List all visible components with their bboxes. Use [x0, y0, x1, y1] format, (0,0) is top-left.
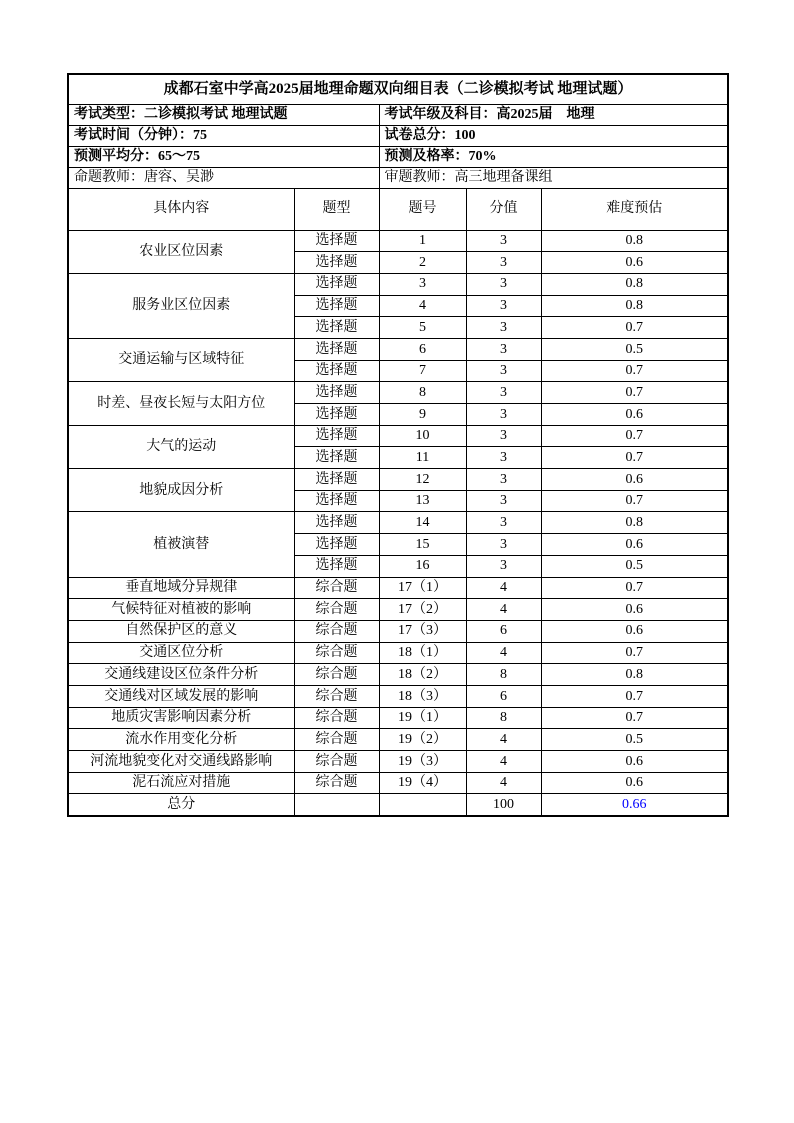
total-difficulty-cell: 0.66 [541, 794, 728, 816]
question-type-cell: 选择题 [294, 338, 379, 360]
question-type-cell: 选择题 [294, 404, 379, 426]
question-type-cell: 选择题 [294, 295, 379, 317]
score-cell: 3 [466, 317, 541, 339]
table-row [68, 425, 728, 447]
question-type-cell: 选择题 [294, 252, 379, 274]
score-cell: 3 [466, 230, 541, 252]
question-type-cell: 综合题 [294, 729, 379, 751]
score-cell: 3 [466, 534, 541, 556]
difficulty-cell: 0.5 [541, 729, 728, 751]
question-type-cell: 选择题 [294, 230, 379, 252]
table-row [68, 685, 728, 707]
predicted-pass-rate-cell: 预测及格率：70% [379, 146, 728, 167]
table-row [68, 382, 728, 404]
difficulty-cell: 0.5 [541, 555, 728, 577]
table-row [68, 273, 728, 295]
table-total-section [68, 794, 728, 816]
score-cell: 4 [466, 772, 541, 794]
question-type-cell: 综合题 [294, 685, 379, 707]
question-type-cell: 综合题 [294, 577, 379, 599]
score-cell: 3 [466, 360, 541, 382]
content-cell: 交通区位分析 [68, 642, 294, 664]
question-type-cell: 选择题 [294, 534, 379, 556]
table-row [68, 230, 728, 252]
content-cell: 地质灾害影响因素分析 [68, 707, 294, 729]
difficulty-cell: 0.7 [541, 425, 728, 447]
question-number-cell: 14 [379, 512, 466, 534]
question-number-cell: 4 [379, 295, 466, 317]
score-cell: 3 [466, 490, 541, 512]
score-cell: 4 [466, 577, 541, 599]
question-type-cell: 综合题 [294, 620, 379, 642]
total-score-cell: 100 [466, 794, 541, 816]
total-type-cell [294, 794, 379, 816]
question-number-cell: 8 [379, 382, 466, 404]
difficulty-cell: 0.6 [541, 772, 728, 794]
content-cell: 泥石流应对措施 [68, 772, 294, 794]
question-number-cell: 19（2） [379, 729, 466, 751]
score-cell: 3 [466, 273, 541, 295]
difficulty-cell: 0.8 [541, 273, 728, 295]
question-number-cell: 9 [379, 404, 466, 426]
question-number-cell: 15 [379, 534, 466, 556]
score-cell: 3 [466, 338, 541, 360]
score-cell: 3 [466, 512, 541, 534]
difficulty-cell: 0.7 [541, 447, 728, 469]
difficulty-cell: 0.8 [541, 512, 728, 534]
table-row [68, 772, 728, 794]
content-cell: 河流地貌变化对交通线路影响 [68, 751, 294, 773]
predicted-average-cell: 预测平均分：65～75 [68, 146, 379, 167]
difficulty-cell: 0.6 [541, 469, 728, 491]
question-type-cell: 综合题 [294, 751, 379, 773]
total-score-info-cell: 试卷总分：100 [379, 125, 728, 146]
score-cell: 8 [466, 664, 541, 686]
question-type-cell: 选择题 [294, 447, 379, 469]
difficulty-cell: 0.8 [541, 295, 728, 317]
score-cell: 4 [466, 751, 541, 773]
score-cell: 3 [466, 447, 541, 469]
difficulty-cell: 0.7 [541, 382, 728, 404]
score-cell: 3 [466, 382, 541, 404]
score-cell: 6 [466, 685, 541, 707]
question-number-cell: 3 [379, 273, 466, 295]
difficulty-cell: 0.7 [541, 577, 728, 599]
content-cell: 交通线建设区位条件分析 [68, 664, 294, 686]
content-cell: 交通线对区域发展的影响 [68, 685, 294, 707]
question-number-cell: 10 [379, 425, 466, 447]
content-cell: 气候特征对植被的影响 [68, 599, 294, 621]
total-number-cell [379, 794, 466, 816]
question-number-cell: 18（3） [379, 685, 466, 707]
difficulty-cell: 0.8 [541, 230, 728, 252]
table-row [68, 512, 728, 534]
difficulty-cell: 0.7 [541, 490, 728, 512]
content-cell: 交通运输与区域特征 [68, 338, 294, 381]
exam-type-cell: 考试类型：二诊模拟考试 地理试题 [68, 104, 379, 125]
question-number-cell: 11 [379, 447, 466, 469]
exam-grade-subject-cell: 考试年级及科目：高2025届 地理 [379, 104, 728, 125]
table-row [68, 751, 728, 773]
question-type-cell: 选择题 [294, 555, 379, 577]
column-header-row [68, 188, 728, 230]
question-type-cell: 综合题 [294, 772, 379, 794]
table-head-section [68, 74, 728, 230]
question-number-cell: 2 [379, 252, 466, 274]
score-cell: 3 [466, 252, 541, 274]
question-number-cell: 19（4） [379, 772, 466, 794]
table-row [68, 338, 728, 360]
question-number-cell: 19（3） [379, 751, 466, 773]
question-number-cell: 13 [379, 490, 466, 512]
question-type-cell: 选择题 [294, 273, 379, 295]
table-body-section [68, 230, 728, 794]
difficulty-cell: 0.7 [541, 685, 728, 707]
question-number-cell: 7 [379, 360, 466, 382]
question-number-cell: 17（3） [379, 620, 466, 642]
question-type-cell: 综合题 [294, 707, 379, 729]
content-cell: 流水作用变化分析 [68, 729, 294, 751]
score-cell: 3 [466, 295, 541, 317]
difficulty-cell: 0.6 [541, 252, 728, 274]
difficulty-cell: 0.6 [541, 599, 728, 621]
question-number-cell: 12 [379, 469, 466, 491]
content-cell: 垂直地域分异规律 [68, 577, 294, 599]
content-cell: 大气的运动 [68, 425, 294, 468]
difficulty-cell: 0.6 [541, 751, 728, 773]
column-header-question-type: 题型 [294, 188, 379, 230]
difficulty-cell: 0.8 [541, 664, 728, 686]
score-cell: 3 [466, 404, 541, 426]
info-row-exam-type [68, 104, 728, 125]
question-setter-cell: 命题教师：唐容、吴渺 [68, 167, 379, 188]
content-cell: 服务业区位因素 [68, 273, 294, 338]
question-type-cell: 综合题 [294, 599, 379, 621]
score-cell: 4 [466, 599, 541, 621]
document-title: 成都石室中学高2025届地理命题双向细目表（二诊模拟考试 地理试题） [68, 74, 728, 104]
question-number-cell: 17（2） [379, 599, 466, 621]
question-type-cell: 选择题 [294, 382, 379, 404]
difficulty-cell: 0.7 [541, 360, 728, 382]
question-type-cell: 选择题 [294, 425, 379, 447]
reviewer-cell: 审题教师：高三地理备课组 [379, 167, 728, 188]
question-type-cell: 选择题 [294, 360, 379, 382]
question-type-cell: 选择题 [294, 317, 379, 339]
content-cell: 自然保护区的意义 [68, 620, 294, 642]
column-header-content: 具体内容 [68, 188, 294, 230]
difficulty-cell: 0.7 [541, 642, 728, 664]
table-row [68, 620, 728, 642]
question-number-cell: 19（1） [379, 707, 466, 729]
question-number-cell: 18（2） [379, 664, 466, 686]
column-header-question-number: 题号 [379, 188, 466, 230]
column-header-difficulty: 难度预估 [541, 188, 728, 230]
difficulty-cell: 0.6 [541, 534, 728, 556]
difficulty-cell: 0.7 [541, 707, 728, 729]
table-row [68, 577, 728, 599]
exam-time-cell: 考试时间（分钟）：75 [68, 125, 379, 146]
table-row [68, 664, 728, 686]
question-number-cell: 18（1） [379, 642, 466, 664]
score-cell: 3 [466, 555, 541, 577]
table-row [68, 642, 728, 664]
question-number-cell: 17（1） [379, 577, 466, 599]
table-row [68, 707, 728, 729]
question-type-cell: 选择题 [294, 512, 379, 534]
question-type-cell: 选择题 [294, 490, 379, 512]
question-type-cell: 综合题 [294, 664, 379, 686]
content-cell: 植被演替 [68, 512, 294, 577]
score-cell: 3 [466, 469, 541, 491]
table-row [68, 469, 728, 491]
difficulty-cell: 0.7 [541, 317, 728, 339]
info-row-exam-time [68, 125, 728, 146]
question-type-cell: 综合题 [294, 642, 379, 664]
question-number-cell: 16 [379, 555, 466, 577]
difficulty-cell: 0.5 [541, 338, 728, 360]
score-cell: 4 [466, 729, 541, 751]
content-cell: 农业区位因素 [68, 230, 294, 273]
table-row [68, 729, 728, 751]
info-row-teachers [68, 167, 728, 188]
question-type-cell: 选择题 [294, 469, 379, 491]
total-row [68, 794, 728, 816]
table-row [68, 599, 728, 621]
question-number-cell: 6 [379, 338, 466, 360]
score-cell: 6 [466, 620, 541, 642]
question-number-cell: 5 [379, 317, 466, 339]
column-header-score: 分值 [466, 188, 541, 230]
content-cell: 时差、昼夜长短与太阳方位 [68, 382, 294, 425]
question-number-cell: 1 [379, 230, 466, 252]
score-cell: 8 [466, 707, 541, 729]
difficulty-cell: 0.6 [541, 404, 728, 426]
score-cell: 4 [466, 642, 541, 664]
info-row-predicted-average [68, 146, 728, 167]
exam-blueprint-table [67, 73, 729, 817]
total-label-cell: 总分 [68, 794, 294, 816]
score-cell: 3 [466, 425, 541, 447]
content-cell: 地貌成因分析 [68, 469, 294, 512]
title-row [68, 74, 728, 104]
difficulty-cell: 0.6 [541, 620, 728, 642]
